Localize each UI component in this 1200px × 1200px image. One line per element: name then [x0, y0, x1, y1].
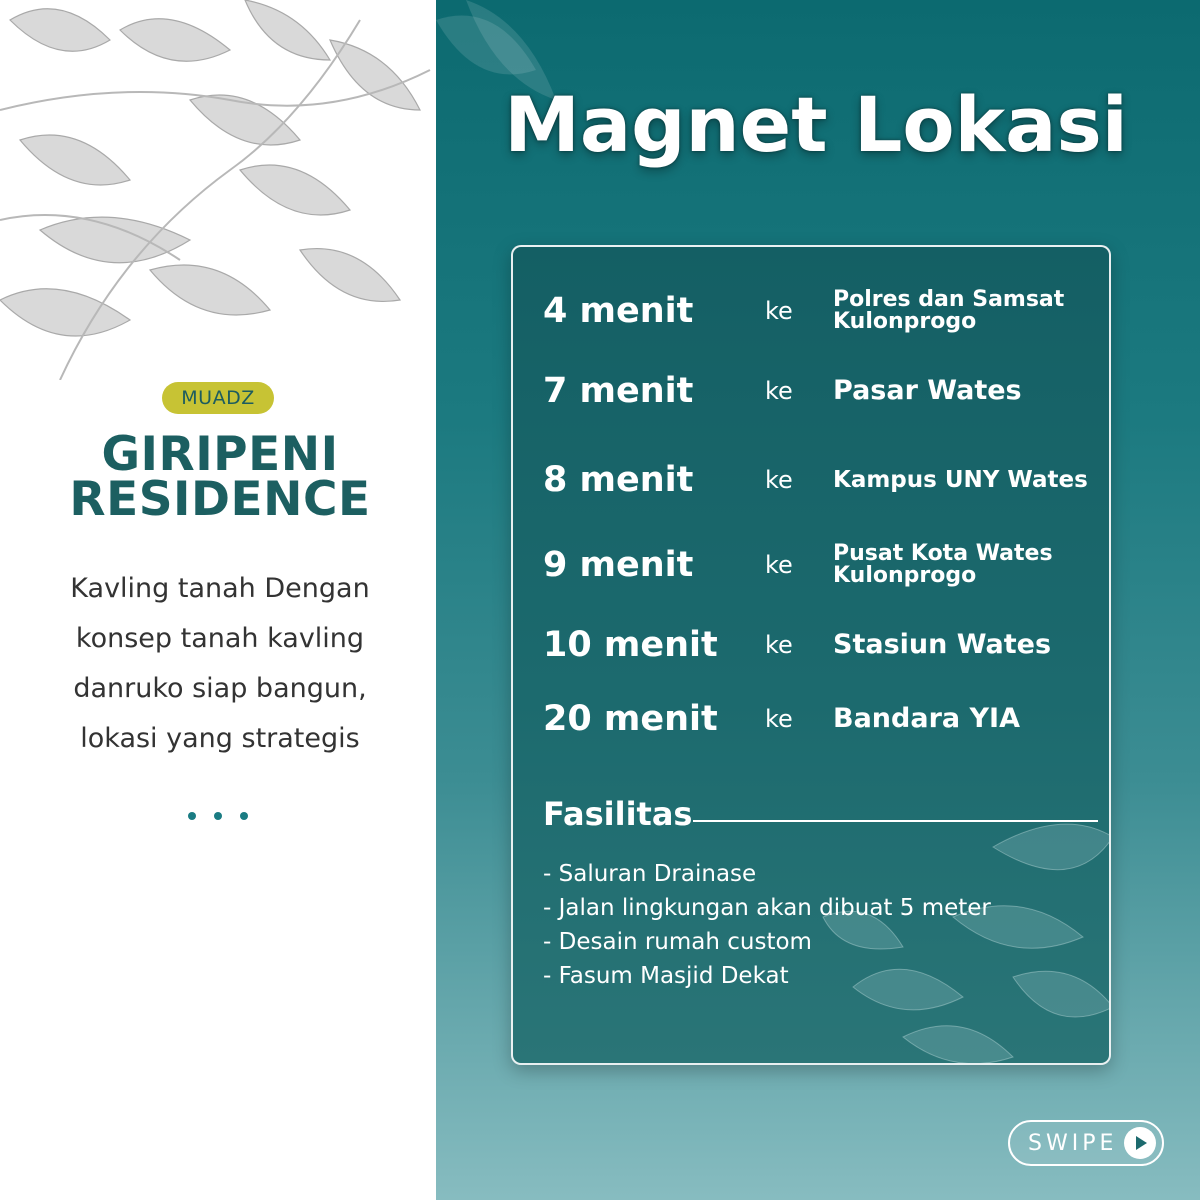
duration: 4 menit — [543, 291, 694, 331]
duration: 7 menit — [543, 371, 694, 411]
ke-label: ke — [765, 466, 793, 494]
duration: 9 menit — [543, 545, 694, 585]
swipe-label: SWIPE — [1028, 1130, 1118, 1156]
dot — [214, 812, 222, 820]
divider — [693, 820, 1098, 822]
facility-item: - Saluran Drainase — [543, 857, 991, 891]
ke-label: ke — [765, 705, 793, 733]
pagination-dots — [188, 812, 248, 820]
location-card — [511, 245, 1111, 1065]
destination: Pusat Kota Wates Kulonprogo — [833, 541, 1053, 588]
facilities-list — [543, 857, 991, 993]
location-row — [543, 289, 1103, 333]
leaves-decoration — [0, 0, 436, 380]
play-arrow-icon — [1124, 1127, 1156, 1159]
destination: Pasar Wates — [833, 375, 1022, 406]
location-row — [543, 460, 1103, 500]
brand-description: Kavling tanah Dengan konsep tanah kavling danruko siap bangun, lokasi yang strategis — [70, 573, 370, 754]
location-row — [543, 625, 1103, 665]
ke-label: ke — [765, 551, 793, 579]
duration: 8 menit — [543, 460, 694, 500]
location-row — [543, 543, 1103, 587]
duration: 10 menit — [543, 625, 718, 665]
dot — [188, 812, 196, 820]
destination: Stasiun Wates — [833, 629, 1052, 660]
duration: 20 menit — [543, 699, 718, 739]
destination: Kampus UNY Wates — [833, 467, 1088, 493]
right-panel — [436, 0, 1200, 1200]
brand-title: GIRIPENI RESIDENCE — [69, 427, 371, 527]
ke-label: ke — [765, 297, 793, 325]
facilities-title: Fasilitas — [543, 795, 693, 833]
location-row — [543, 699, 1103, 739]
brand-badge: MUADZ — [162, 382, 274, 414]
dot — [240, 812, 248, 820]
ke-label: ke — [765, 631, 793, 659]
facility-item: - Desain rumah custom — [543, 925, 991, 959]
page-title: Magnet Lokasi — [504, 80, 1128, 169]
destination: Polres dan Samsat Kulonprogo — [833, 287, 1065, 334]
destination: Bandara YIA — [833, 703, 1020, 734]
location-row — [543, 371, 1103, 411]
facility-item: - Fasum Masjid Dekat — [543, 959, 991, 993]
left-panel — [0, 0, 436, 1200]
facility-item: - Jalan lingkungan akan dibuat 5 meter — [543, 891, 991, 925]
ke-label: ke — [765, 377, 793, 405]
swipe-button[interactable] — [1008, 1120, 1164, 1166]
